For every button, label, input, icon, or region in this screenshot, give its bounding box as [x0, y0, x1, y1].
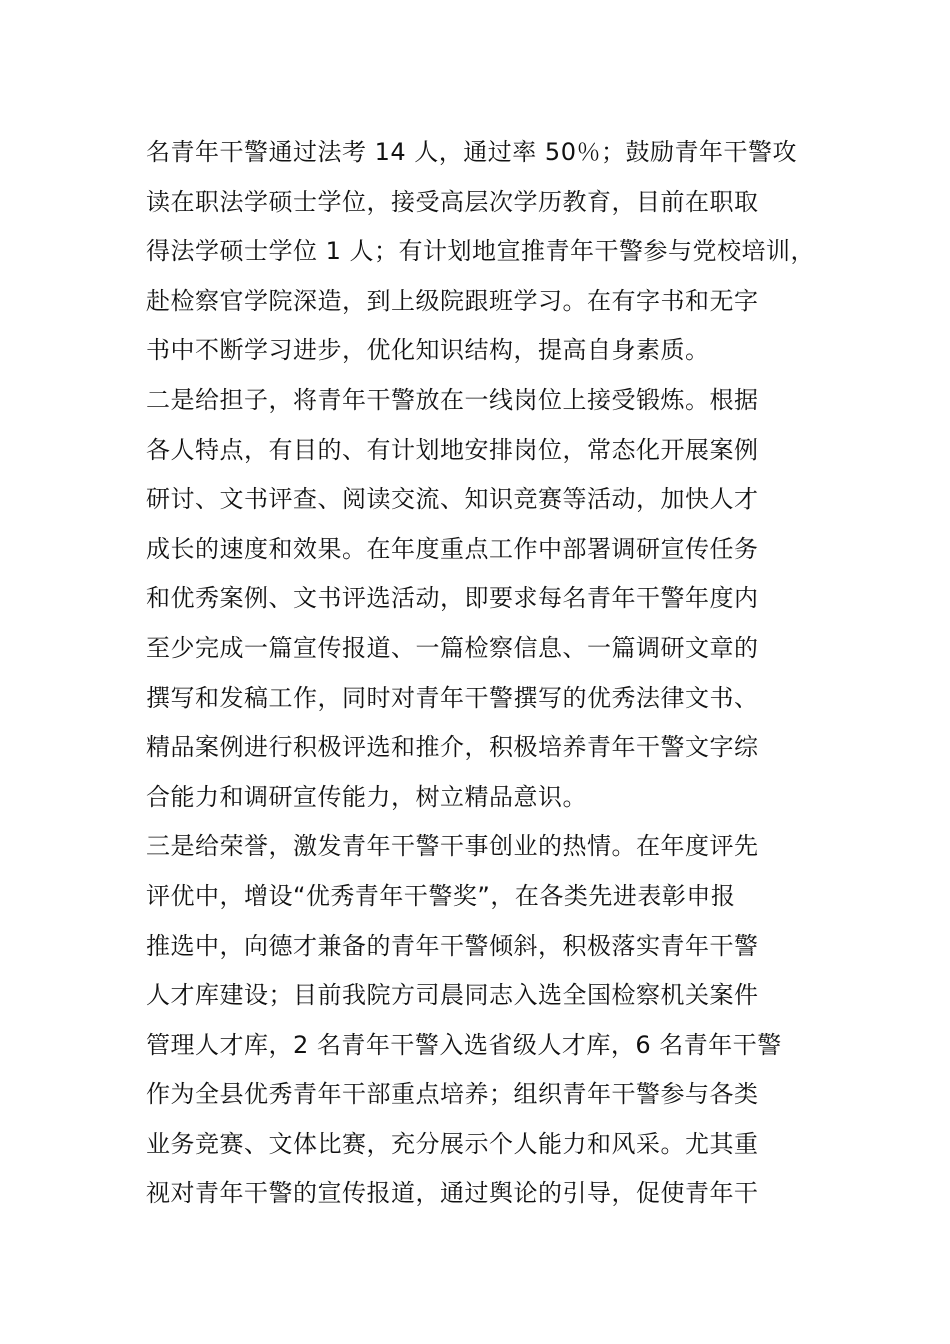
text-line: 得法学硕士学位 1 人；有计划地宣推青年干警参与党校培训，: [146, 237, 816, 266]
text-line: 名青年干警通过法考 14 人，通过率 50％；鼓励青年干警攻: [146, 138, 797, 166]
text-line: 业务竞赛、文体比赛，充分展示个人能力和风采。尤其重: [146, 1129, 759, 1158]
text-line: 读在职法学硕士学位，接受高层次学历教育，目前在职取: [146, 187, 759, 216]
text-line: 作为全县优秀青年干部重点培养；组织青年干警参与各类: [146, 1080, 759, 1109]
text-line: 合能力和调研宣传能力，树立精品意识。: [146, 782, 587, 811]
text-line: 撰写和发稿工作，同时对青年干警撰写的优秀法律文书、: [146, 683, 759, 712]
text-line: 至少完成一篇宣传报道、一篇检察信息、一篇调研文章的: [146, 633, 759, 662]
text-line: 二是给担子，将青年干警放在一线岗位上接受锻炼。根据: [146, 385, 759, 414]
text-line: 人才库建设；目前我院方司晨同志入选全国检察机关案件: [146, 981, 759, 1010]
text-line: 推选中，向德才兼备的青年干警倾斜，积极落实青年干警: [146, 931, 759, 960]
text-line: 三是给荣誉，激发青年干警干事创业的热情。在年度评先: [146, 832, 759, 861]
text-line: 研讨、文书评查、阅读交流、知识竞赛等活动，加快人才: [146, 485, 759, 514]
text-line: 书中不断学习进步，优化知识结构，提高自身素质。: [146, 336, 710, 365]
text-line: 赴检察官学院深造，到上级院跟班学习。在有字书和无字: [146, 286, 759, 315]
text-line: 成长的速度和效果。在年度重点工作中部署调研宣传任务: [146, 534, 759, 563]
text-line: 精品案例进行积极评选和推介，积极培养青年干警文字综: [146, 733, 759, 762]
text-line: 管理人才库，2 名青年干警入选省级人才库，6 名青年干警: [146, 1030, 782, 1059]
text-line: 各人特点，有目的、有计划地安排岗位，常态化开展案例: [146, 435, 759, 464]
text-line: 评优中，增设“优秀青年干警奖”，在各类先进表彰申报: [146, 881, 736, 910]
text-line: 和优秀案例、文书评选活动，即要求每名青年干警年度内: [146, 584, 759, 613]
body-text: [146, 128, 816, 1219]
text-line: 视对青年干警的宣传报道，通过舆论的引导，促使青年干: [146, 1179, 759, 1208]
